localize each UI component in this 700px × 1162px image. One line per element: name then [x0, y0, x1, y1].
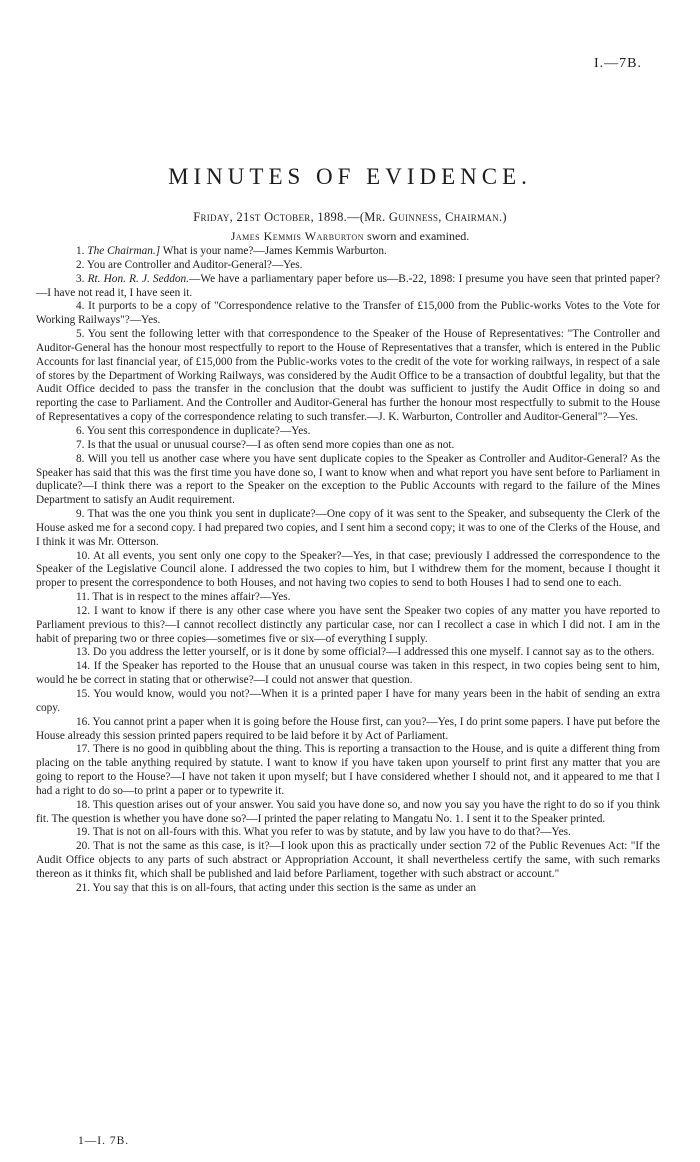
question-number: 7.: [76, 438, 85, 451]
evidence-text: Will you tell us another case where you have sent duplicate copies to the Speaker as Controller and Auditor-General? As the Speaker has said that this was the first time you have done so, I want to know when and what report you have sent before to Parliament in duplicate?—I think there was a report to the Speaker on the exception to the Public Accounts with regard to the failure of the Mines Department to satisfy an Audit requirement.: [36, 452, 660, 507]
speaker-name: The Chairman.]: [87, 245, 161, 257]
evidence-paragraph: [36, 646, 660, 660]
evidence-paragraph: [36, 743, 660, 798]
evidence-text: You are Controller and Auditor-General?—Yes.: [86, 258, 303, 271]
evidence-paragraph: [36, 453, 660, 508]
evidence-text: There is no good in quibbling about the thing. This is reporting a transaction to the House, and is quite a different thing from placing on the table anything required by statute. I want to know if you have taken upon yourself to print first any matter that you are going to report to the House?—I have not taken it upon myself; but I have considered whether I should not, and it appeared to me that I had a right to do so—to print a paper or to typewrite it.: [36, 743, 660, 797]
question-number: 11.: [76, 591, 90, 604]
evidence-text: Is that the usual or unusual course?—I as often send more copies than one as not.: [87, 438, 455, 451]
evidence-text: Do you address the letter yourself, or is it done by some official?—I addressed this one myself. I cannot say as to the others.: [92, 646, 655, 659]
evidence-paragraph: [36, 439, 660, 453]
question-number: 1.: [76, 245, 85, 257]
evidence-text: You sent the following letter with that correspondence to the Speaker of the House of Representatives: "The Controller and Auditor-General has the honour most respectfully to report to the House of Representatives that a transfer, which is entered in the Public Accounts for last financial year, of £15,000 from the Public-works votes to the credit of the vote for working railways, in respect of a sale of stores by the Department of Working Railways, was considered by the Audit Office to be a transaction of doubtful legality, but that the Audit Office decided to pass the transfer in the conclusion that the doubt was sufficient to justify the Audit Office in doing so and reporting the case to Parliament. And the Controller and Auditor-General has further the honour most respectfully to submit to the House of Representatives a copy of the correspondence relating to such transfer.—J. K. Warburton, Controller and Auditor-General"?—Yes.: [36, 328, 660, 424]
question-number: 20.: [76, 840, 91, 853]
evidence-paragraph: [36, 328, 660, 425]
evidence-paragraph: [36, 882, 660, 896]
evidence-body: [36, 245, 660, 896]
evidence-paragraph: [36, 425, 660, 439]
evidence-text: If the Speaker has reported to the House that an unusual course was taken in this respect, in two copies being sent to him, would he be correct in stating that or otherwise?—I could not answer that question.: [36, 660, 660, 687]
question-number: 13.: [76, 646, 91, 659]
witness-line: [0, 229, 700, 244]
evidence-paragraph: [36, 300, 660, 328]
evidence-text: That was the one you think you sent in duplicate?—One copy of it was sent to the Speaker, and subsequenty the Clerk of the House asked me for a second copy. I had prepared two copies, and I sent him a second copy; it was to one of the Clerks of the House, and I think it was Mr. Otterson.: [36, 508, 660, 548]
witness-name: James Kemmis Warburton: [230, 229, 364, 243]
question-number: 4.: [76, 300, 85, 313]
question-number: 17.: [76, 743, 91, 756]
evidence-paragraph: [36, 826, 660, 840]
evidence-paragraph: [36, 273, 660, 301]
evidence-paragraph: [36, 688, 660, 716]
evidence-text: That is in respect to the mines affair?—Yes.: [92, 591, 291, 604]
question-number: 6.: [76, 424, 85, 437]
question-number: 9.: [76, 508, 85, 521]
evidence-text: What is your name?—James Kemmis Warburton.: [160, 245, 387, 257]
question-number: 5.: [76, 328, 85, 341]
question-number: 16.: [76, 715, 91, 728]
question-number: 19.: [76, 826, 91, 839]
evidence-text: This question arises out of your answer. You said you have done so, and now you say you have the right to do so if you think fit. The question is whether you have done so?—I printed the paper relating to Mangatu No. 1. I sent it to the Speaker printed.: [36, 798, 660, 825]
evidence-text: I want to know if there is any other case where you have sent the Speaker two copies of any matter you have reported to Parliament previous to this?—I cannot recollect distinctly any particular case, nor can I recollect a case in which I did not. I am in the habit of preparing two or three copies—sometimes five or six—of everything I supply.: [36, 604, 660, 645]
evidence-paragraph: [36, 508, 660, 550]
signature-mark: 1—I. 7B.: [78, 1135, 130, 1147]
evidence-paragraph: [36, 716, 660, 744]
evidence-text: At all events, you sent only one copy to the Speaker?—Yes, in that case; previously I addressed the correspondence to the Speaker of the Legislative Council alone. I addressed the two copies to him, but I withdrew them for the moment, because I thought it proper to present the correspondence to both Houses, and not having two copies to send to both Houses I had to send one to each.: [36, 549, 660, 590]
evidence-text: You would know, would you not?—When it is a printed paper I have for many years been in the habit of sending an extra copy.: [36, 688, 661, 714]
evidence-text: That is not the same as this case, is it?—I look upon this as practically under section 72 of the Public Revenues Act: "If the Audit Office objects to any parts of such abstract or Appropriation Account, it shall nevertheless certify the same, with such remarks thereon as it thinks fit, which shall be published and laid before Parliament, together with such abstract or account.": [36, 840, 660, 880]
evidence-text: You cannot print a paper when it is going before the House first, can you?—Yes, I do print some papers. I have put before the House already this session printed papers required to be laid before it by Act of Parliament.: [36, 715, 660, 742]
question-number: 18.: [76, 798, 91, 811]
witness-status: sworn and examined.: [363, 229, 470, 243]
sitting-line: Friday, 21st October, 1898.—(Mr. Guinness, Chairman.): [193, 210, 507, 224]
page-reference: I.—7B.: [594, 56, 642, 71]
question-number: 2.: [76, 258, 85, 271]
evidence-paragraph: [36, 550, 660, 592]
evidence-paragraph: [36, 799, 660, 827]
evidence-text: —We have a parliamentary paper before us—B.-22, 1898: I presume you have seen that printed paper?—I have not read it, I have seen it.: [36, 272, 660, 299]
evidence-text: That is not on all-fours with this. What you refer to was by statute, and by law you have to do that?—Yes.: [92, 826, 571, 839]
question-number: 12.: [76, 604, 91, 617]
evidence-text: You sent this correspondence in duplicate?—Yes.: [86, 424, 311, 437]
question-number: 21.: [76, 881, 91, 894]
speaker-name: Rt. Hon. R. J. Seddon.: [87, 272, 190, 285]
question-number: 3.: [76, 272, 85, 285]
document-title: MINUTES OF EVIDENCE.: [168, 164, 532, 189]
evidence-paragraph: [36, 605, 660, 647]
evidence-paragraph: [36, 591, 660, 605]
question-number: 15.: [76, 688, 91, 700]
evidence-paragraph: [36, 259, 660, 273]
question-number: 10.: [76, 549, 91, 562]
question-number: 8.: [76, 452, 85, 465]
evidence-paragraph: [36, 660, 660, 688]
evidence-text: You say that this is on all-fours, that acting under this section is the same as under an: [92, 881, 477, 894]
evidence-paragraph: [36, 245, 660, 259]
evidence-paragraph: [36, 840, 660, 882]
evidence-text: It purports to be a copy of "Correspondence relative to the Transfer of £15,000 from the Public-works Votes to the Vote for Working Railways"?—Yes.: [36, 300, 661, 327]
question-number: 14.: [76, 660, 91, 673]
